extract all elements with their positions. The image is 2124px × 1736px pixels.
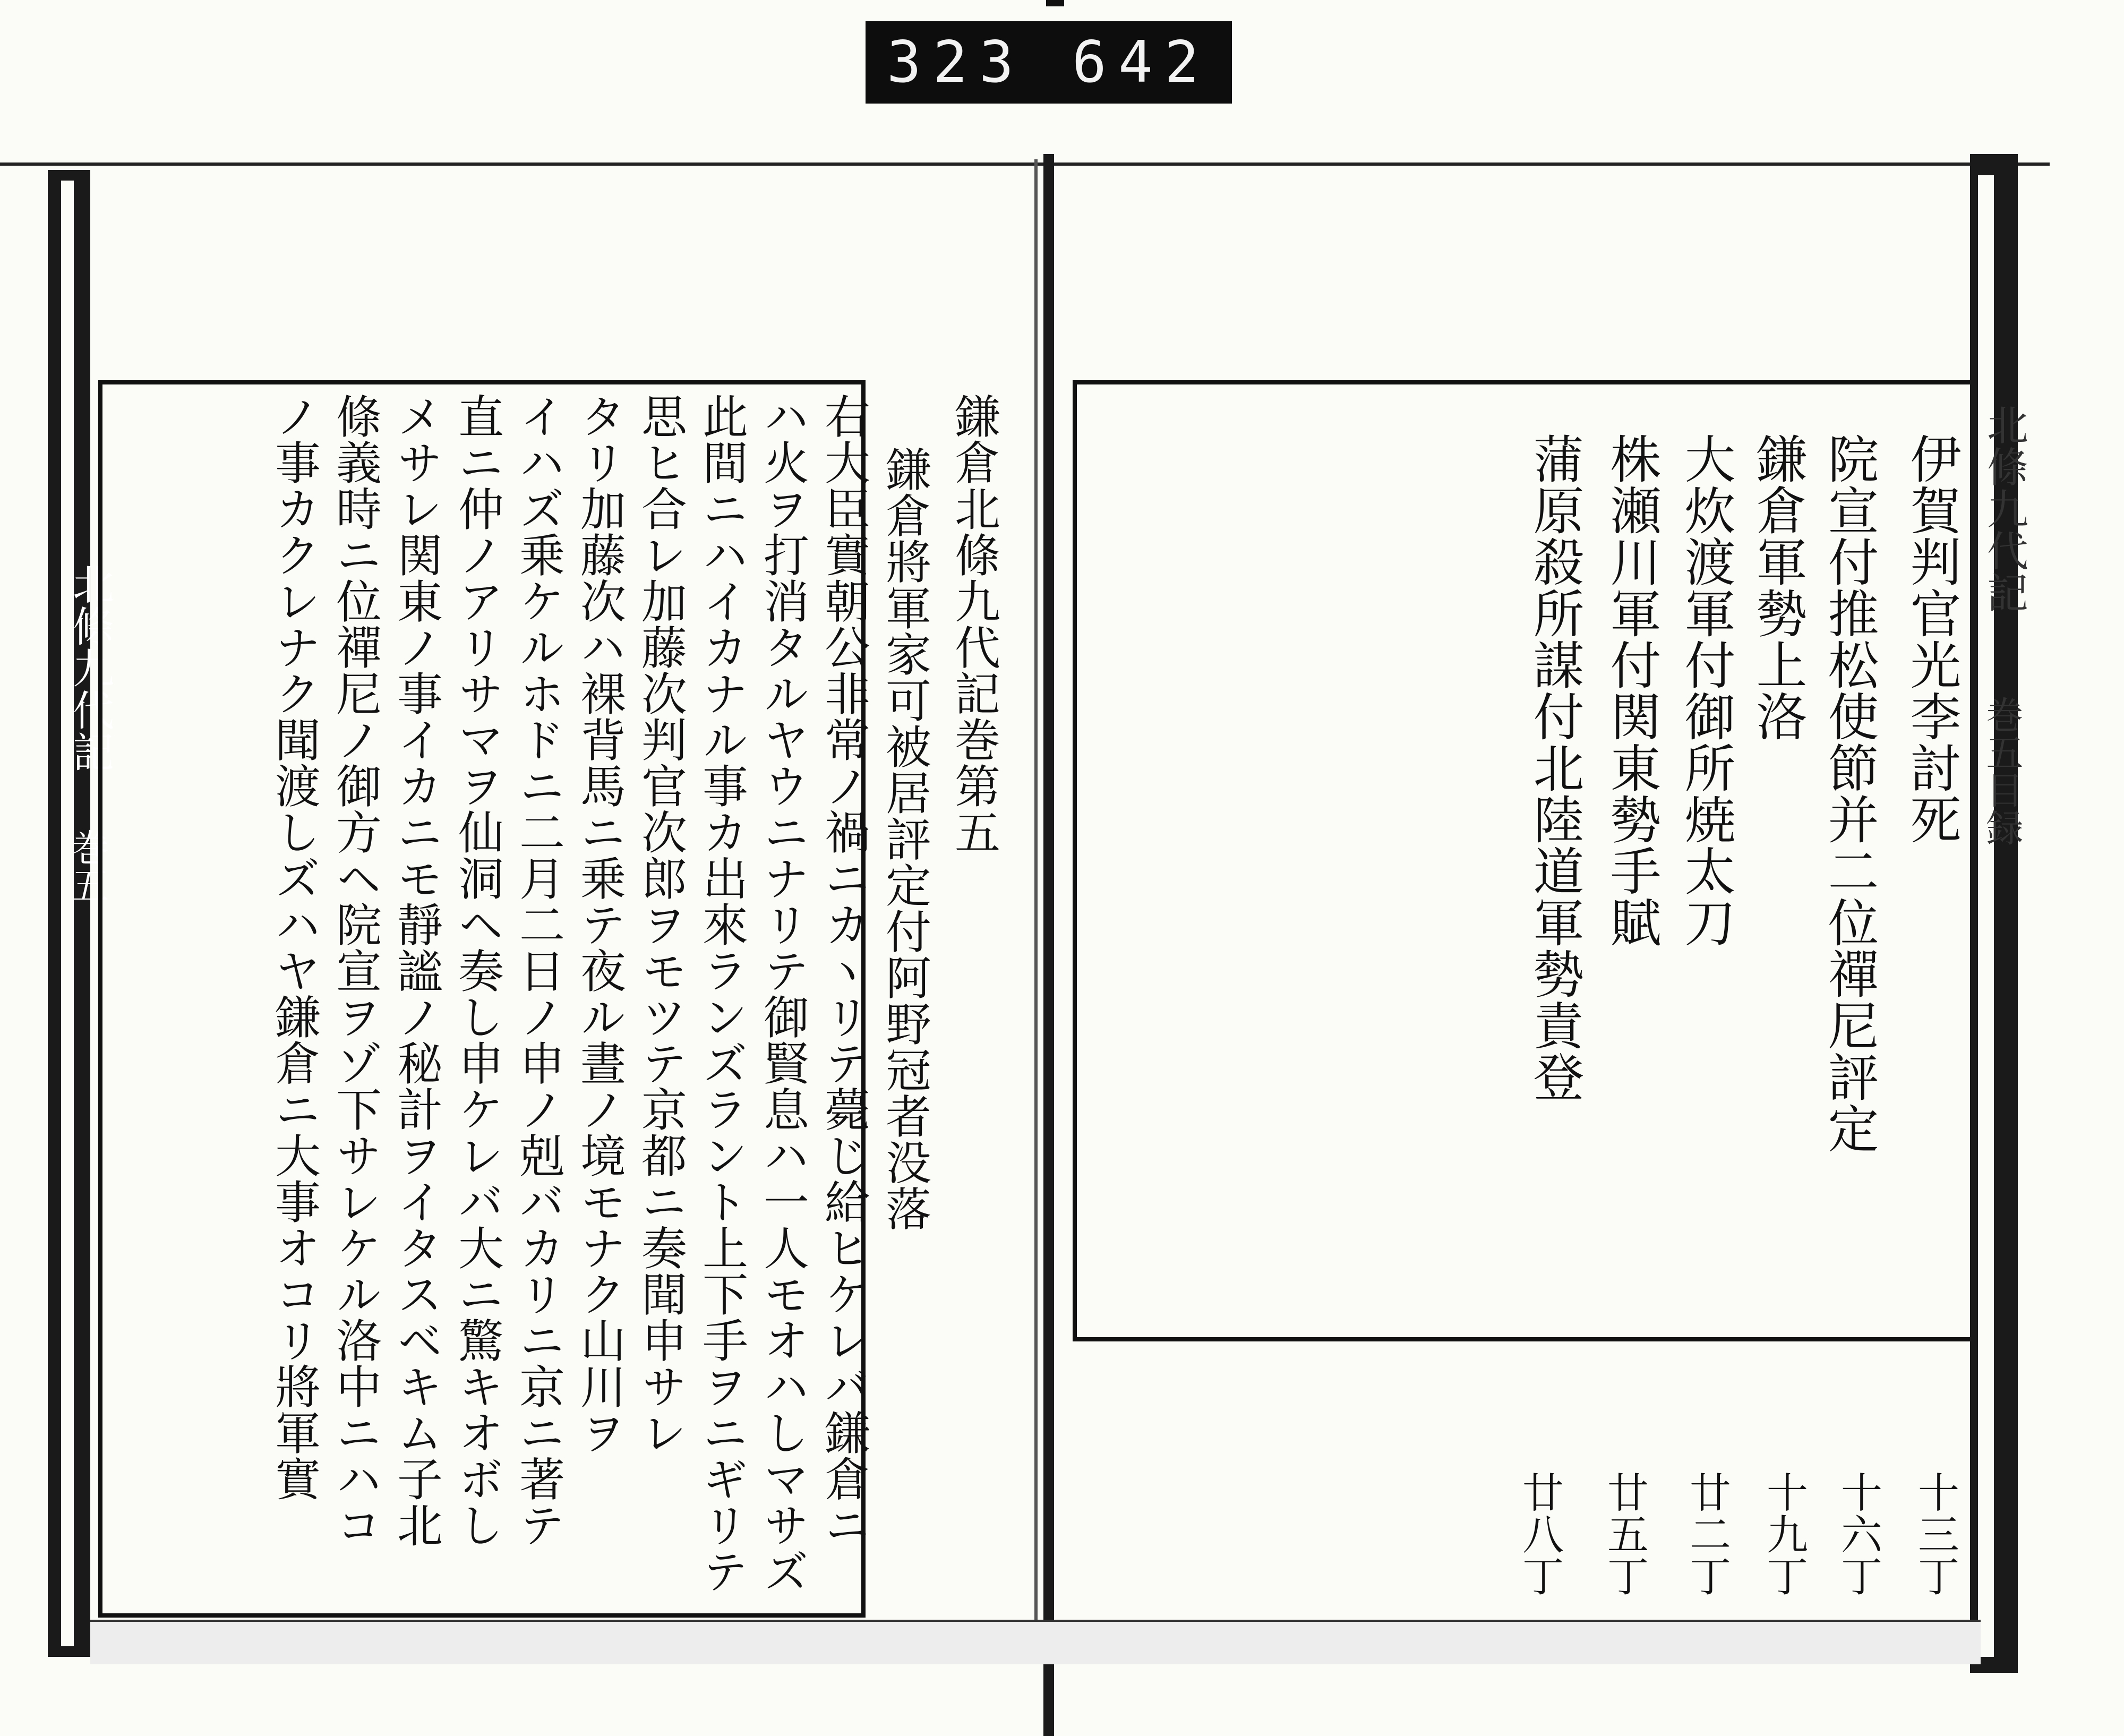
right-margin-subtitle: 巻五目録 [1980, 696, 2024, 846]
text-line: 條義時ニ位禪尼ノ御方ヘ院宣ヲゾ下サレケル洛中ニハコ [328, 393, 381, 1548]
right-book-edge [1970, 154, 2024, 1673]
text-line: 直ニ仲ノアリサマヲ仙洞ヘ奏し申ケレバ大ニ驚キオボし [450, 393, 503, 1548]
toc-page-number: 廿八丁 [1515, 1471, 1563, 1597]
toc-entry: 院宣付推松使節并二位禪尼評定 [1820, 433, 1879, 1154]
toc-page-number: 廿五丁 [1600, 1471, 1648, 1597]
toc-page-number: 十九丁 [1760, 1471, 1808, 1597]
text-line: イハズ乗ケルホドニ二月二日ノ申ノ剋バカリニ京ニ著テ [511, 393, 564, 1548]
toc-entry: 伊賀判官光李討死 [1902, 433, 1962, 845]
right-book-edge-inner [1978, 175, 1994, 1657]
bottom-page-band [90, 1620, 1981, 1664]
toc-page-number: 十六丁 [1834, 1471, 1882, 1597]
chapter-title: 鎌倉北條九代記巻第五 [947, 393, 1000, 855]
text-line: ノ事カクレナク聞渡しズハヤ鎌倉ニ大事オコリ將軍實 [267, 393, 320, 1502]
toc-entry: 鎌倉軍勢上洛 [1748, 433, 1808, 742]
text-line: タリ加藤次ハ裸背馬ニ乗テ夜ル晝ノ境モナク山川ヲ [572, 393, 626, 1456]
toc-entry: 大炊渡軍付御所焼太刀 [1676, 433, 1736, 948]
plate-tick [1046, 0, 1064, 6]
toc-entry: 株瀬川軍付関東勢手賦 [1602, 433, 1661, 948]
spine-fold [1034, 159, 1038, 1657]
top-rule [0, 163, 2050, 166]
catalog-number-plate [866, 21, 1232, 104]
plate-number-left: 323 [887, 29, 1026, 96]
plate-number-right: 642 [1072, 29, 1211, 96]
toc-page-number: 十三丁 [1911, 1471, 1959, 1597]
book-spine [1043, 154, 1054, 1736]
text-line: 思ヒ合レ加藤次判官次郎ヲモツテ京都ニ奏聞申サレ [633, 393, 687, 1456]
text-line: 右大臣實朝公非常ノ禍ニカヽリテ薨じ給ヒケレバ鎌倉ニ [817, 393, 870, 1548]
text-line: メサレ関東ノ事イカニモ靜謐ノ秘計ヲイタスベキム子北 [389, 393, 442, 1548]
left-margin-subtitle: 巻五 [66, 828, 109, 904]
toc-entry: 蒲原殺所謀付北陸道軍勢責登 [1525, 433, 1585, 1102]
left-book-edge-inner [61, 181, 74, 1646]
text-line: 此間ニハイカナル事カ出來ランズラント上下手ヲニギリテ [695, 393, 748, 1594]
left-margin-title: 北條九代記 [66, 563, 114, 773]
toc-page-number: 廿二丁 [1683, 1471, 1731, 1597]
text-line: ハ火ヲ打消タルヤウニナリテ御賢息ハ一人モオハしマサズ [756, 393, 809, 1594]
section-heading: 鎌倉將軍家可被居評定付阿野冠者没落 [878, 446, 931, 1232]
right-margin-title: 北條九代記 [1980, 404, 2028, 613]
